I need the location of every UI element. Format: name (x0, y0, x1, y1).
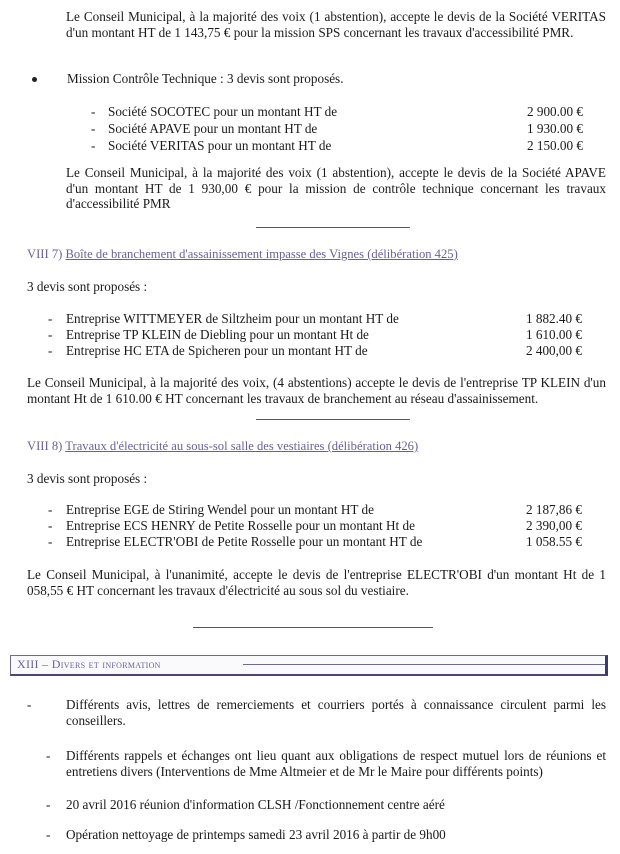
section-heading-viii-8 (27, 439, 418, 455)
quote-row (0, 327, 620, 343)
quote-label: Entreprise ECS HENRY de Petite Rosselle pour un montant Ht de (66, 518, 415, 533)
section-banner-xiii (10, 655, 608, 676)
info-item: Différents avis, lettres de remerciements et courriers portés à connaissance circulent parmi les conseillers. (66, 697, 606, 728)
info-item: Différents rappels et échanges ont lieu quant aux obligations de respect mutuel lors de réunions et entretiens divers (Interventions de Mme Altmeier et de Mr le Maire pour différents points) (66, 748, 606, 779)
quote-label: Entreprise TP KLEIN de Diebling pour un montant Ht de (66, 327, 369, 342)
info-item: Opération nettoyage de printemps samedi 23 avril 2016 à partir de 9h00 (66, 827, 446, 842)
quote-label: Entreprise ELECTR'OBI de Petite Rosselle pour un montant HT de (66, 534, 423, 549)
quote-row (0, 343, 620, 359)
section-number: VIII 8) (27, 439, 63, 453)
section-heading-viii-7 (27, 247, 458, 263)
dash-marker: - (48, 518, 53, 533)
info-item: 20 avril 2016 réunion d'information CLSH /Fonctionnement centre aéré (66, 797, 445, 812)
quote-amount: 2 187,86 € (525, 502, 582, 517)
banner-heading (17, 657, 161, 673)
quote-row (0, 534, 620, 550)
quote-label: Entreprise EGE de Stiring Wendel pour un montant HT de (66, 502, 374, 517)
separator (193, 627, 433, 628)
quote-row (0, 138, 620, 154)
quote-label: Entreprise HC ETA de Spicheren pour un montant HT de (66, 343, 368, 358)
quotes-intro: 3 devis sont proposés : (27, 471, 148, 486)
dash-marker: - (48, 534, 53, 549)
controle-decision: Le Conseil Municipal, à la majorité des voix (1 abstention), accepte le devis de la Société APAVE d'un montant HT de 1 930,00 € pour la mission de contrôle technique concernant les travaux d'accessibilité PMR (66, 165, 606, 211)
veritas-sps-decision: Le Conseil Municipal, à la majorité des voix (1 abstention), accepte le devis de la Société VERITAS d'un montant HT de 1 143,75 € pour la mission SPS concernant les travaux d'accessibilité PMR. (66, 9, 606, 40)
quotes-intro: 3 devis sont proposés : (27, 279, 148, 294)
separator (256, 419, 410, 420)
separator (256, 227, 410, 228)
quote-label: Société SOCOTEC pour un montant HT de (108, 104, 338, 119)
quote-amount: 1 058.55 € (525, 534, 582, 549)
quote-amount: 1 882.40 € (525, 311, 582, 326)
dash-marker: - (48, 343, 53, 358)
quote-amount: 2 390,00 € (525, 518, 582, 533)
quote-label: Société VERITAS pour un montant HT de (108, 138, 332, 153)
dash-marker: - (27, 697, 32, 712)
dash-marker: - (46, 748, 51, 763)
controle-technique-bullet: Mission Contrôle Technique : 3 devis sont proposés. (67, 71, 344, 86)
section-title: Divers et information (51, 657, 161, 671)
quote-amount: 2 900.00 € (526, 104, 583, 119)
section-number: XIII (17, 657, 39, 671)
dash-marker: - (48, 327, 53, 342)
section-title: Travaux d'électricité au sous-sol salle des vestiaires (délibération 426) (65, 439, 419, 453)
quote-amount: 1 610.00 € (525, 327, 582, 342)
bullet-icon (32, 77, 37, 82)
quote-amount: 2 400,00 € (525, 343, 582, 358)
quote-label: Société APAVE pour un montant HT de (108, 121, 318, 136)
section-title: Boîte de branchement d'assainissement impasse des Vignes (délibération 425) (65, 247, 458, 261)
quote-row (0, 518, 620, 534)
quote-row (0, 311, 620, 327)
quote-row (0, 104, 620, 120)
quote-label: Entreprise WITTMEYER de Siltzheim pour un montant HT de (66, 311, 399, 326)
section-number: VIII 7) (27, 247, 63, 261)
quote-amount: 1 930.00 € (526, 121, 583, 136)
section-separator: – (42, 657, 49, 671)
banner-rule (243, 664, 605, 665)
dash-marker: - (46, 797, 51, 812)
section7-decision: Le Conseil Municipal, à la majorité des voix, (4 abstentions) accepte le devis de l'entreprise TP KLEIN d'un montant Ht de 1 610.00 € HT concernant les travaux de branchement au réseau d'assainissement. (27, 375, 606, 406)
dash-marker: - (48, 311, 53, 326)
dash-marker: - (46, 827, 51, 842)
dash-marker: - (91, 121, 96, 136)
dash-marker: - (91, 104, 96, 119)
dash-marker: - (48, 502, 53, 517)
quote-row (0, 121, 620, 137)
section8-decision: Le Conseil Municipal, à l'unanimité, accepte le devis de l'entreprise ELECTR'OBI d'un montant Ht de 1 058,55 € HT concernant les travaux d'électricité au sous sol du vestiaire. (27, 567, 606, 598)
quote-row (0, 502, 620, 518)
quote-amount: 2 150.00 € (526, 138, 583, 153)
dash-marker: - (91, 138, 96, 153)
